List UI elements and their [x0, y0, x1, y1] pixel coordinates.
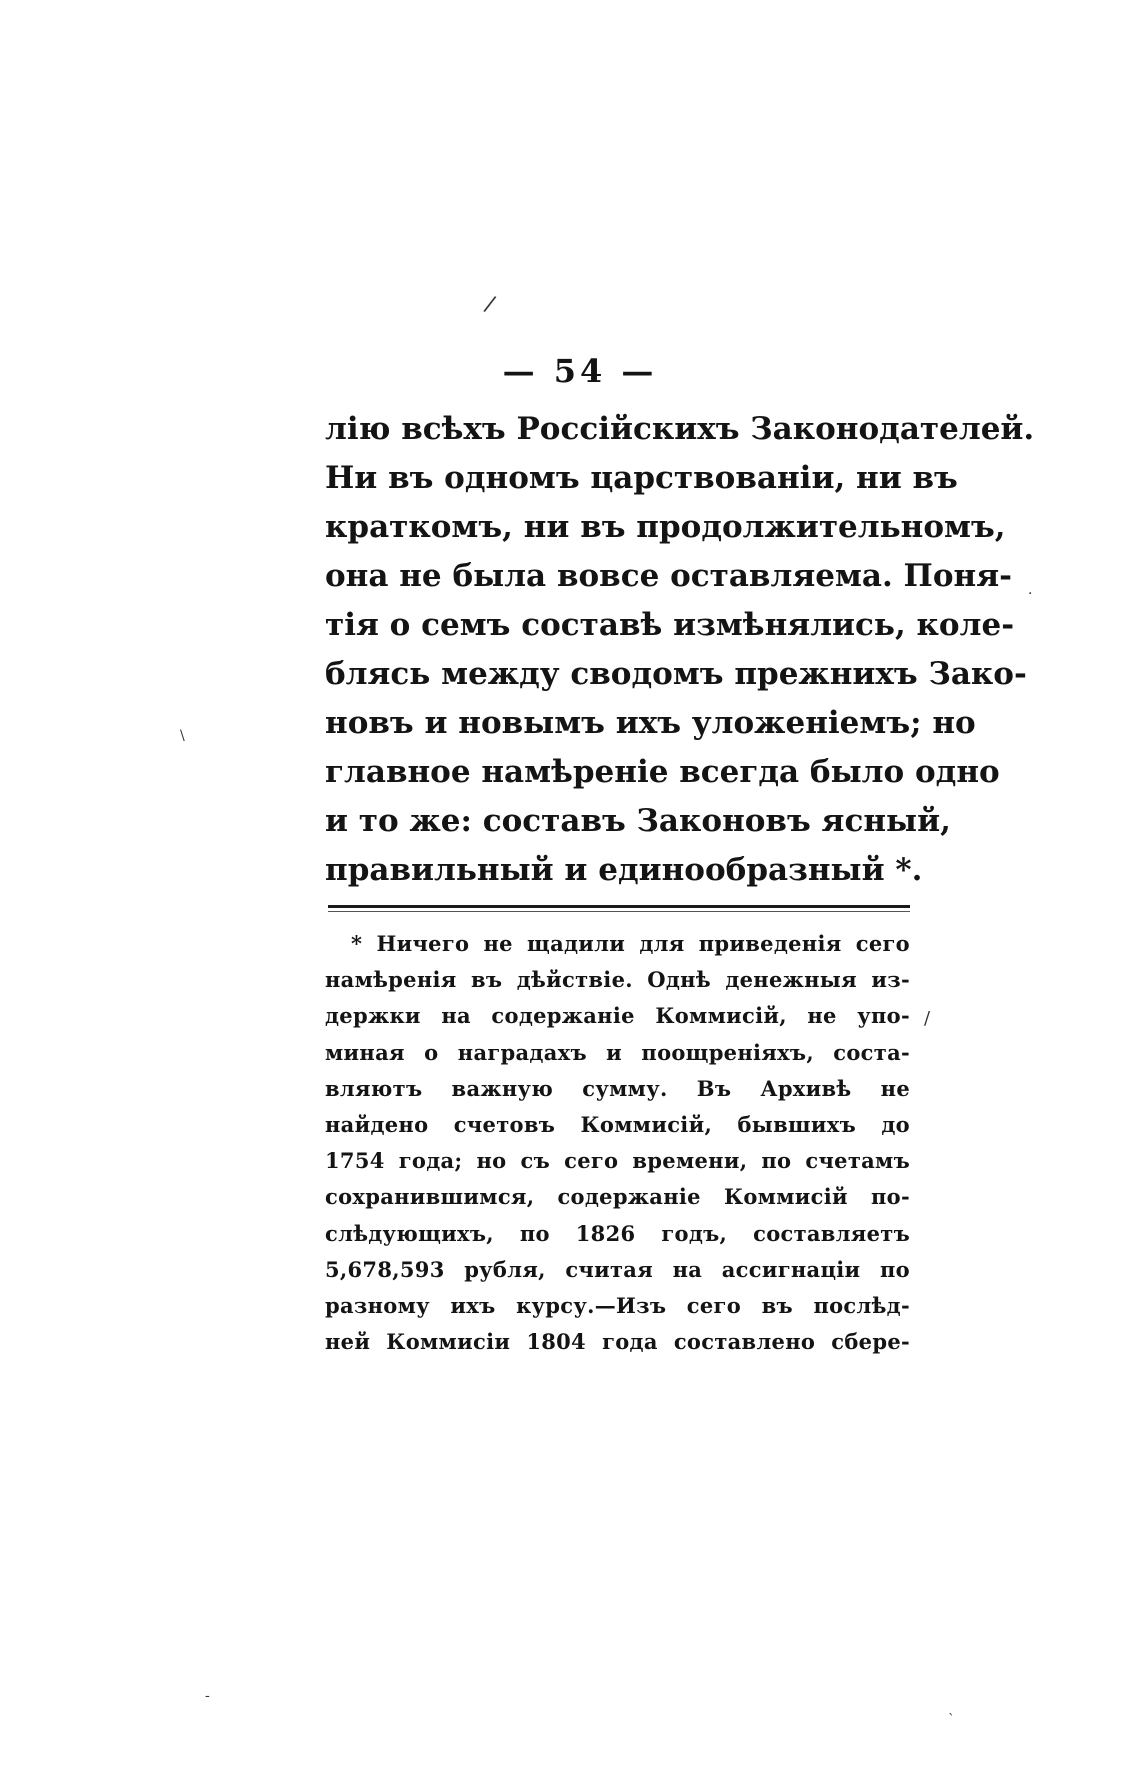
footnote-line: миная о наградахъ и поощреніяхъ, соста-	[325, 1039, 910, 1065]
body-paragraph	[325, 405, 1035, 895]
footnote-line: разному ихъ курсу.—Изъ сего въ послѣд-	[325, 1292, 910, 1318]
footnote-line: слѣдующихъ, по 1826 годъ, составляетъ	[325, 1220, 910, 1246]
footnote-line: держки на содержаніе Коммисій, не упо-	[325, 1003, 910, 1029]
ink-mark: -	[205, 1688, 210, 1704]
ink-mark: /	[481, 291, 498, 318]
ink-mark: /	[924, 1008, 931, 1029]
body-line: она не была вовсе оставляема. Поня-	[325, 558, 1012, 594]
ink-mark: .	[1028, 582, 1033, 598]
body-line: Ни въ одномъ царствованіи, ни въ	[325, 460, 958, 496]
ink-mark: \	[180, 728, 185, 744]
body-line: краткомъ, ни въ продолжительномъ,	[325, 509, 1006, 545]
ink-mark: `	[948, 1712, 955, 1728]
body-line: блясь между сводомъ прежнихъ Зако-	[325, 656, 1027, 692]
footnote-line: 1754 года; но съ сего времени, по счетамъ	[325, 1148, 910, 1174]
body-line: новъ и новымъ ихъ уложеніемъ; но	[325, 705, 976, 741]
footnote-line: 5,678,593 рубля, считая на ассигнаціи по	[325, 1256, 910, 1282]
body-line: правильный и единообразный *.	[325, 852, 923, 888]
footnote-divider	[328, 905, 910, 908]
footnote-line: намѣренія въ дѣйствіе. Однѣ денежныя из-	[325, 967, 910, 993]
footnote-line: сохранившимся, содержаніе Коммисій по-	[325, 1184, 910, 1210]
body-line: главное намѣреніе всегда было одно	[325, 754, 1000, 790]
body-line: лію всѣхъ Россійскихъ Законодателей.	[325, 411, 1035, 447]
footnote	[325, 926, 910, 1360]
footnote-line: вляютъ важную сумму. Въ Архивѣ не	[325, 1075, 910, 1101]
body-line: и то же: составъ Законовъ ясный,	[325, 803, 951, 839]
body-line: тія о семъ составѣ измѣнялись, коле-	[325, 607, 1015, 643]
page-number: — 54 —	[502, 352, 658, 390]
footnote-line: найдено счетовъ Коммисій, бывшихъ до	[325, 1111, 910, 1137]
footnote-line: * Ничего не щадили для приведенія сего	[351, 931, 910, 956]
footnote-divider-thin	[328, 911, 910, 912]
footnote-line: ней Коммисіи 1804 года составлено сбере-	[325, 1329, 910, 1355]
